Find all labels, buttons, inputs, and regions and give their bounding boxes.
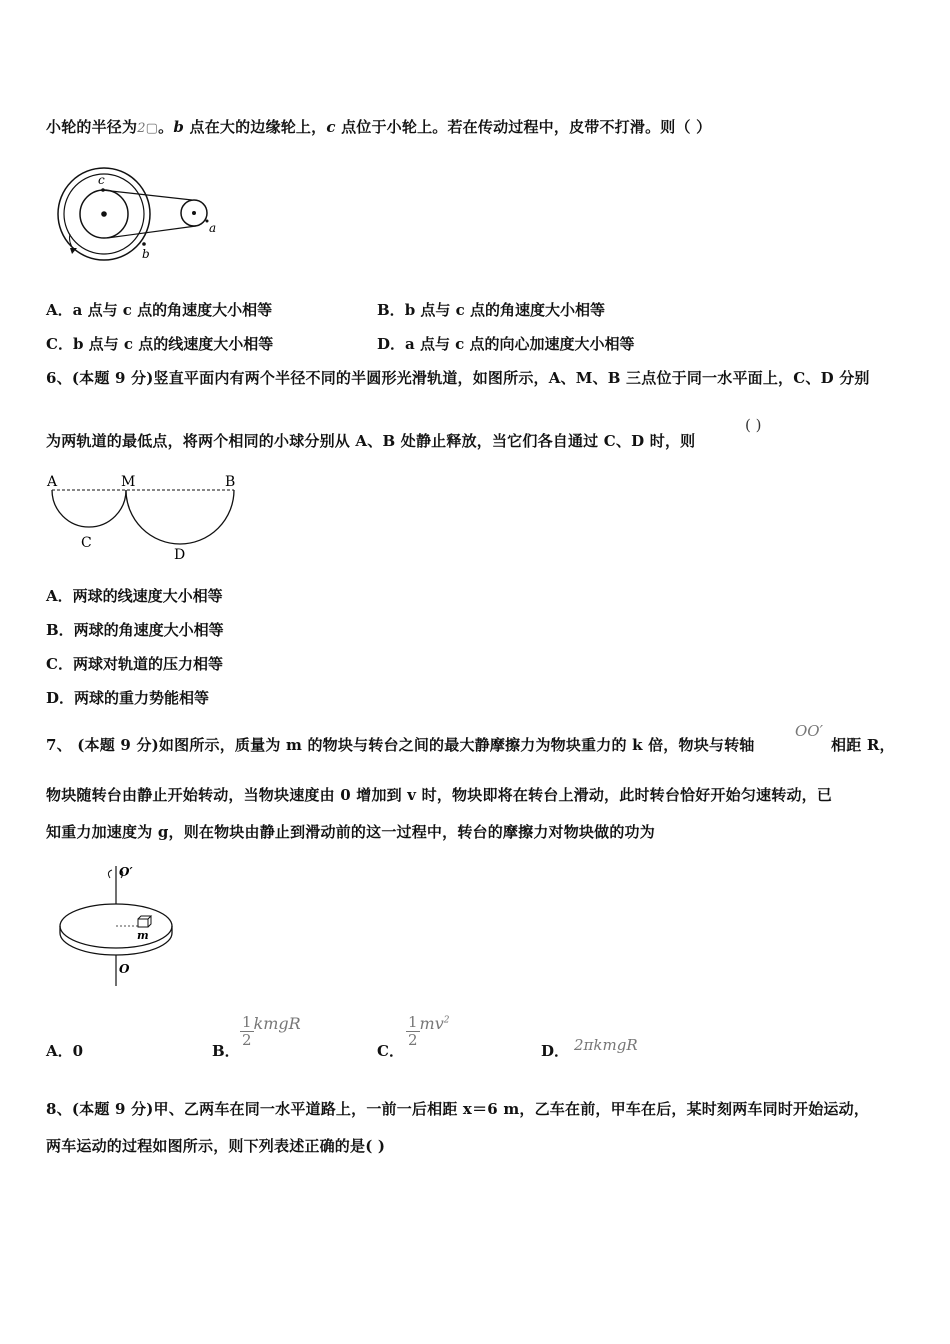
q5-stem: 小轮的半径为2▢。b 点在大的边缘轮上，c 点位于小轮上。若在传动过程中，皮带不打滑。则（ ）: [46, 118, 712, 136]
q6-label-c: C: [81, 535, 92, 551]
q6-label-b: B: [225, 474, 236, 490]
q8-stem-line2: 两车运动的过程如图所示，则下列表述正确的是( ): [46, 1137, 386, 1155]
q6-answer-paren: ( ): [745, 416, 762, 434]
q8-stem-line1: 8、(本题 9 分)甲、乙两车在同一水平道路上，一前一后相距 x＝6 m，乙车在前，甲车在后，某时刻两车同时开始运动，: [46, 1100, 870, 1118]
q7-label-m: m: [137, 929, 149, 942]
q5-option-d[interactable]: D．a 点与 c 点的向心加速度大小相等: [377, 335, 635, 353]
q7-stem-line2: 物块随转台由静止开始转动，当物块速度由 0 增加到 v 时，物块即将在转台上滑动，此时转台恰好开始匀速转动，已: [46, 786, 833, 804]
q6-option-c[interactable]: C．两球对轨道的压力相等: [46, 655, 223, 673]
q7-option-a[interactable]: A．0: [46, 1042, 84, 1060]
q6-label-a: A: [47, 474, 58, 490]
q7-stem-line1: 7、 (本题 9 分)如图所示，质量为 m 的物块与转台之间的最大静摩擦力为物块重力的 k 倍，物块与转轴: [46, 736, 755, 754]
q7-stem-line3: 知重力加速度为 g，则在物块由静止到滑动前的这一过程中，转台的摩擦力对物块做的功为: [46, 823, 655, 841]
q7-axis-symbol: OO′: [795, 722, 824, 740]
q7-option-b-key[interactable]: B．: [212, 1042, 240, 1060]
q6-label-m: M: [121, 474, 136, 490]
fraction: $\frac{1}{2}$: [408, 1013, 418, 1050]
q5-option-a[interactable]: A．a 点与 c 点的角速度大小相等: [46, 301, 273, 319]
q7-option-d-formula: 2πkmgR: [574, 1036, 638, 1054]
q6-label-d: D: [174, 547, 186, 563]
q5-label-c: c: [98, 173, 105, 187]
q6-stem-line2: 为两轨道的最低点，将两个相同的小球分别从 A、B 处静止释放，当它们各自通过 C、D 时，则: [46, 432, 696, 450]
q5-pulley-figure: [52, 164, 232, 264]
q7-option-d-key[interactable]: D．: [541, 1042, 570, 1060]
q7-option-c-key[interactable]: C．: [377, 1042, 404, 1060]
q6-option-b[interactable]: B．两球的角速度大小相等: [46, 621, 224, 639]
q7-option-c-formula: $\frac{1}{2}$ $mv^2$: [408, 1013, 450, 1050]
q5-label-a: a: [209, 221, 217, 235]
q6-option-d[interactable]: D．两球的重力势能相等: [46, 689, 210, 707]
q6-track-figure: [44, 470, 244, 565]
fraction: $\frac{1}{2}$: [242, 1013, 252, 1050]
q7-stem-line1-end: 相距 R，: [831, 736, 895, 754]
q7-label-o-prime: O′: [119, 865, 133, 879]
q5-option-b[interactable]: B．b 点与 c 点的角速度大小相等: [377, 301, 605, 319]
q7-turntable-figure: [54, 860, 184, 990]
q5-option-c[interactable]: C．b 点与 c 点的线速度大小相等: [46, 335, 274, 353]
q7-option-b-formula: $\frac{1}{2}$ kmgR: [242, 1013, 301, 1050]
q6-option-a[interactable]: A．两球的线速度大小相等: [46, 587, 223, 605]
q7-label-o: O: [119, 962, 130, 976]
q5-label-b: b: [142, 247, 150, 261]
q6-stem-line1: 6、(本题 9 分)竖直平面内有两个半径不同的半圆形光滑轨道，如图所示，A、M、B 三点位于同一水平面上，C、D 分别: [46, 369, 870, 387]
